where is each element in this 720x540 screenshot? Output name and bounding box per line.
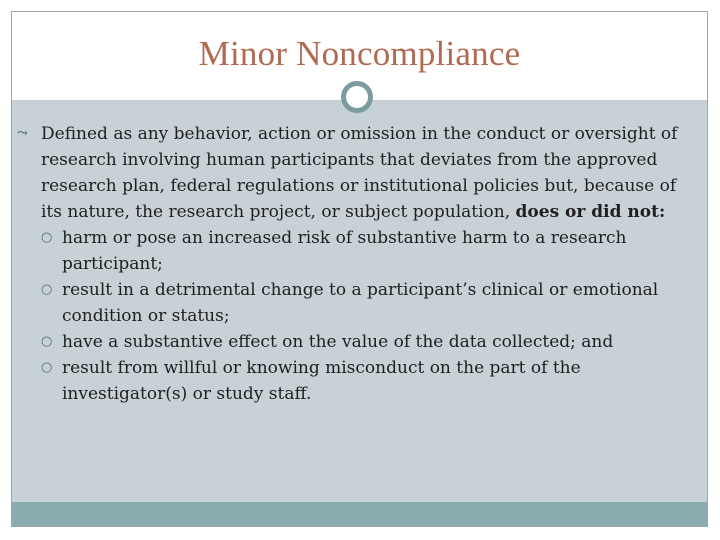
sub-bullet-text: result from willful or knowing misconduct on the part of the investigator(s) or study staff. (62, 358, 581, 404)
footer-bar (12, 502, 707, 526)
list-item (41, 225, 684, 277)
circle-bullet-icon: ○ (41, 230, 53, 245)
sub-bullet-text: harm or pose an increased risk of substantive harm to a research participant; (62, 228, 627, 274)
slide-body (12, 121, 684, 407)
list-item (41, 277, 684, 329)
circle-bullet-icon: ○ (41, 360, 53, 375)
slide-title: Minor Noncompliance (198, 34, 521, 73)
curved-arrow-bullet-icon: ⤳ (17, 126, 28, 141)
circle-bullet-icon: ○ (41, 282, 53, 297)
main-bullet-text: Defined as any behavior, action or omission in the conduct or oversight of research involving human participants that deviates from the approved research plan, federal regulations or institutional policies but, because of its nature, the research project, or subject population, (41, 124, 678, 222)
sub-bullet-list (41, 225, 684, 407)
circle-bullet-icon: ○ (41, 334, 53, 349)
main-bullet-item (12, 121, 684, 407)
ring-ornament-icon (341, 81, 373, 113)
sub-bullet-text: have a substantive effect on the value of the data collected; and (62, 332, 614, 352)
list-item (41, 355, 684, 407)
list-item (41, 329, 684, 355)
sub-bullet-text: result in a detrimental change to a participant’s clinical or emotional condition or status; (62, 280, 659, 326)
main-bullet-emphasis: does or did not: (515, 202, 666, 222)
